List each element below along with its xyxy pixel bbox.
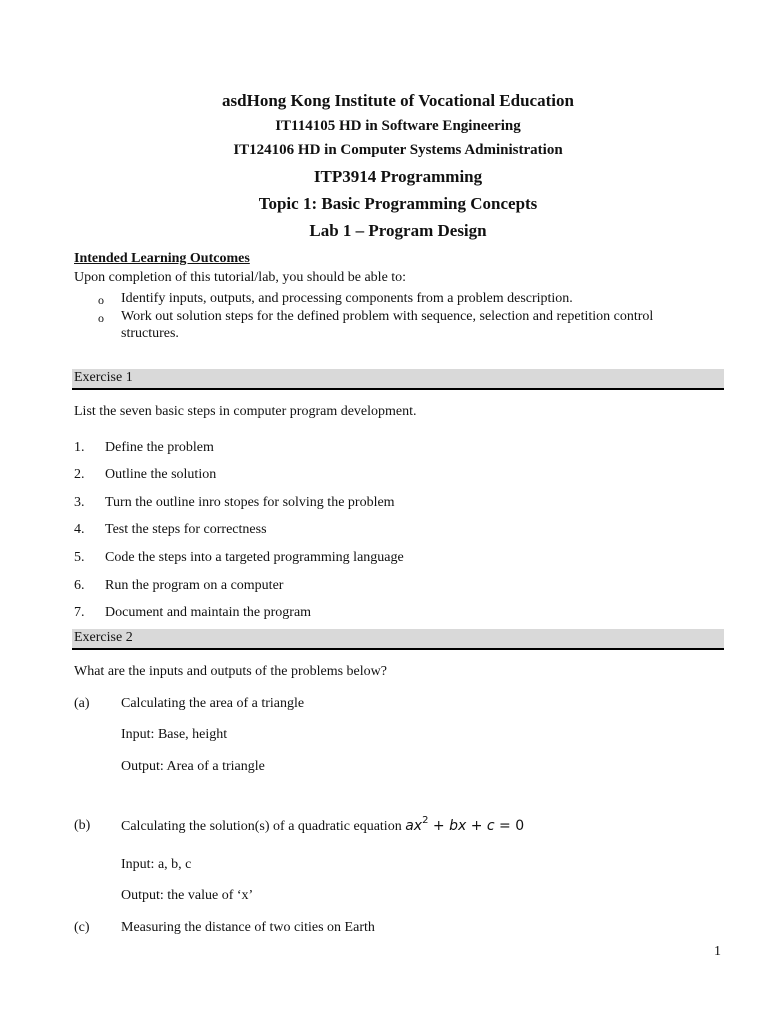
step-text: Turn the outline inro stopes for solving the problem [105, 495, 395, 510]
step-number: 2. [74, 467, 85, 482]
problem-b-label: (b) [74, 818, 91, 833]
bullet-icon: o [98, 293, 104, 307]
step-text: Code the steps into a targeted programming language [105, 550, 404, 565]
problem-c-text: Measuring the distance of two cities on Earth [121, 920, 375, 935]
problem-a-output: Output: Area of a triangle [121, 759, 265, 774]
exercise-1-question: List the seven basic steps in computer program development. [74, 404, 417, 419]
exercise-2-title: Exercise 2 [74, 630, 133, 645]
problem-b-problem: Calculating the solution(s) of a quadratic equation [121, 819, 402, 834]
problem-b-output: Output: the value of ‘x’ [121, 888, 254, 903]
exercise-1-header [72, 369, 724, 390]
quadratic-equation [405, 815, 525, 834]
program-line-1: IT114105 HD in Software Engineering [275, 118, 521, 134]
program-line-2: IT124106 HD in Computer Systems Administration [233, 142, 563, 158]
problem-a-text: Calculating the area of a triangle [121, 696, 305, 711]
step-number: 3. [74, 495, 85, 510]
lab-title: Lab 1 – Program Design [309, 221, 487, 240]
exercise-2-question: What are the inputs and outputs of the problems below? [74, 664, 387, 679]
problem-b-input: Input: a, b, c [121, 857, 192, 872]
problem-a-label: (a) [74, 696, 90, 711]
problem-a-input: Input: Base, height [121, 727, 228, 742]
step-text: Outline the solution [105, 467, 217, 482]
ilo-heading: Intended Learning Outcomes [74, 251, 250, 266]
step-text: Define the problem [105, 440, 214, 455]
institute-title: asdHong Kong Institute of Vocational Education [222, 91, 574, 110]
ilo-intro: Upon completion of this tutorial/lab, you should be able to: [74, 270, 407, 285]
exercise-1-title: Exercise 1 [74, 370, 133, 385]
step-text: Document and maintain the program [105, 605, 312, 620]
exercise-2-header [72, 629, 724, 650]
ilo-item-2-line-1: Work out solution steps for the defined problem with sequence, selection and repetition control [121, 309, 654, 324]
step-number: 4. [74, 522, 85, 537]
page-number: 1 [714, 944, 721, 959]
step-number: 5. [74, 550, 85, 565]
step-number: 7. [74, 605, 85, 620]
module-title: ITP3914 Programming [313, 167, 483, 186]
step-text: Test the steps for correctness [105, 522, 267, 537]
bullet-icon: o [98, 311, 104, 325]
ilo-item-2-line-2: structures. [121, 326, 179, 341]
topic-title: Topic 1: Basic Programming Concepts [258, 194, 538, 213]
equation-bx-c: + bx + c [428, 818, 495, 834]
equation-exponent: 2 [422, 815, 429, 826]
problem-c-label: (c) [74, 920, 90, 935]
problem-b-text [121, 815, 525, 835]
equation-ax: ax [405, 818, 423, 834]
step-text: Run the program on a computer [105, 578, 284, 593]
step-number: 6. [74, 578, 85, 593]
step-number: 1. [74, 440, 85, 455]
equation-equals-zero: = 0 [494, 818, 525, 834]
ilo-item-1: Identify inputs, outputs, and processing components from a problem description. [121, 291, 573, 306]
